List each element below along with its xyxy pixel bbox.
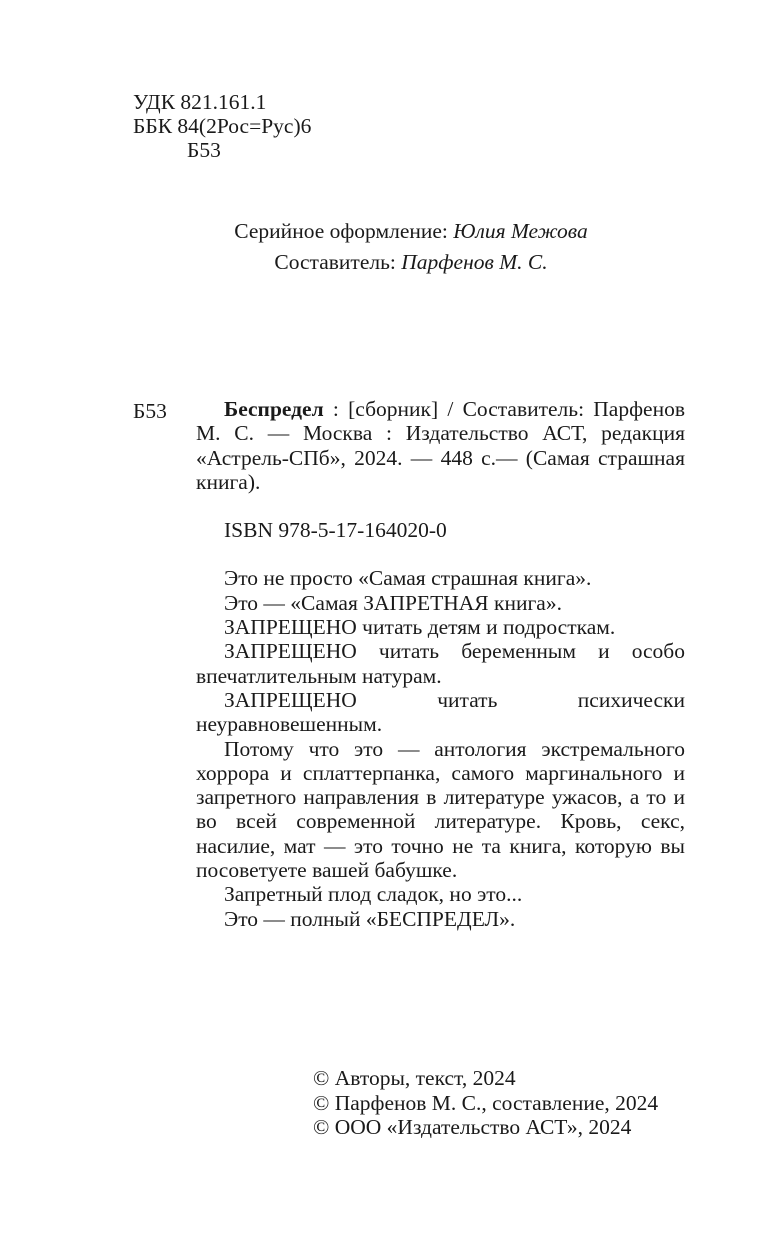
bbk-code: ББК 84(2Рос=Рус)6 — [133, 114, 312, 138]
annotation-paragraph: ЗАПРЕЩЕНО читать беременным и особо впечатлительным натурам. — [196, 639, 685, 688]
annotation-paragraph: ЗАПРЕЩЕНО читать детям и подросткам. — [224, 615, 616, 640]
annotation-paragraph: Это — полный «БЕСПРЕДЕЛ». — [224, 906, 516, 931]
annotation-paragraph: Запретный плод сладок, но это... — [224, 882, 523, 907]
design-name: Юлия Межова — [453, 219, 588, 243]
bibliographic-record — [196, 397, 685, 931]
copyright-block — [313, 1066, 658, 1140]
copyright-line: © ООО «Издательство АСТ», 2024 — [313, 1115, 632, 1139]
compiler-label: Составитель: — [274, 250, 402, 274]
compiler-name: Парфенов М. С. — [401, 250, 548, 274]
author-sign-code: Б53 — [187, 138, 221, 162]
copyright-line: © Парфенов М. С., составление, 2024 — [313, 1090, 659, 1115]
copyright-line: © Авторы, текст, 2024 — [313, 1066, 516, 1090]
annotation-paragraph: ЗАПРЕЩЕНО читать психически неуравновешенным. — [196, 687, 685, 737]
compiler-credit — [0, 247, 768, 278]
bibliographic-details: : [сборник] / Составитель: Парфенов М. С. — Москва : Издательство АСТ, редакция «Астрель-СПб», 2024. — 448 с.— (Самая страшная книга). — [196, 397, 685, 494]
bibliographic-description — [196, 397, 685, 494]
classification-block — [133, 90, 311, 162]
bibliography-code: Б53 — [133, 399, 167, 423]
design-label: Серийное оформление: — [234, 219, 454, 243]
credits-block — [0, 216, 768, 278]
isbn: ISBN 978-5-17-164020-0 — [224, 518, 447, 543]
annotation-paragraph: Это не просто «Самая страшная книга». — [224, 566, 592, 591]
udk-code: УДК 821.161.1 — [133, 90, 267, 114]
book-title: Беспредел — [224, 397, 324, 421]
annotation-paragraph: Это — «Самая ЗАПРЕТНАЯ книга». — [224, 590, 562, 615]
design-credit — [0, 216, 768, 247]
annotation-paragraph: Потому что это — антология экстремального хоррора и сплаттерпанка, самого маргинального и запретного направления в литературе ужасов, а то и во всей современной литературе. Кровь, секс, насилие, мат — это точно не та книга, которую вы посоветуете вашей бабушке. — [196, 736, 685, 883]
